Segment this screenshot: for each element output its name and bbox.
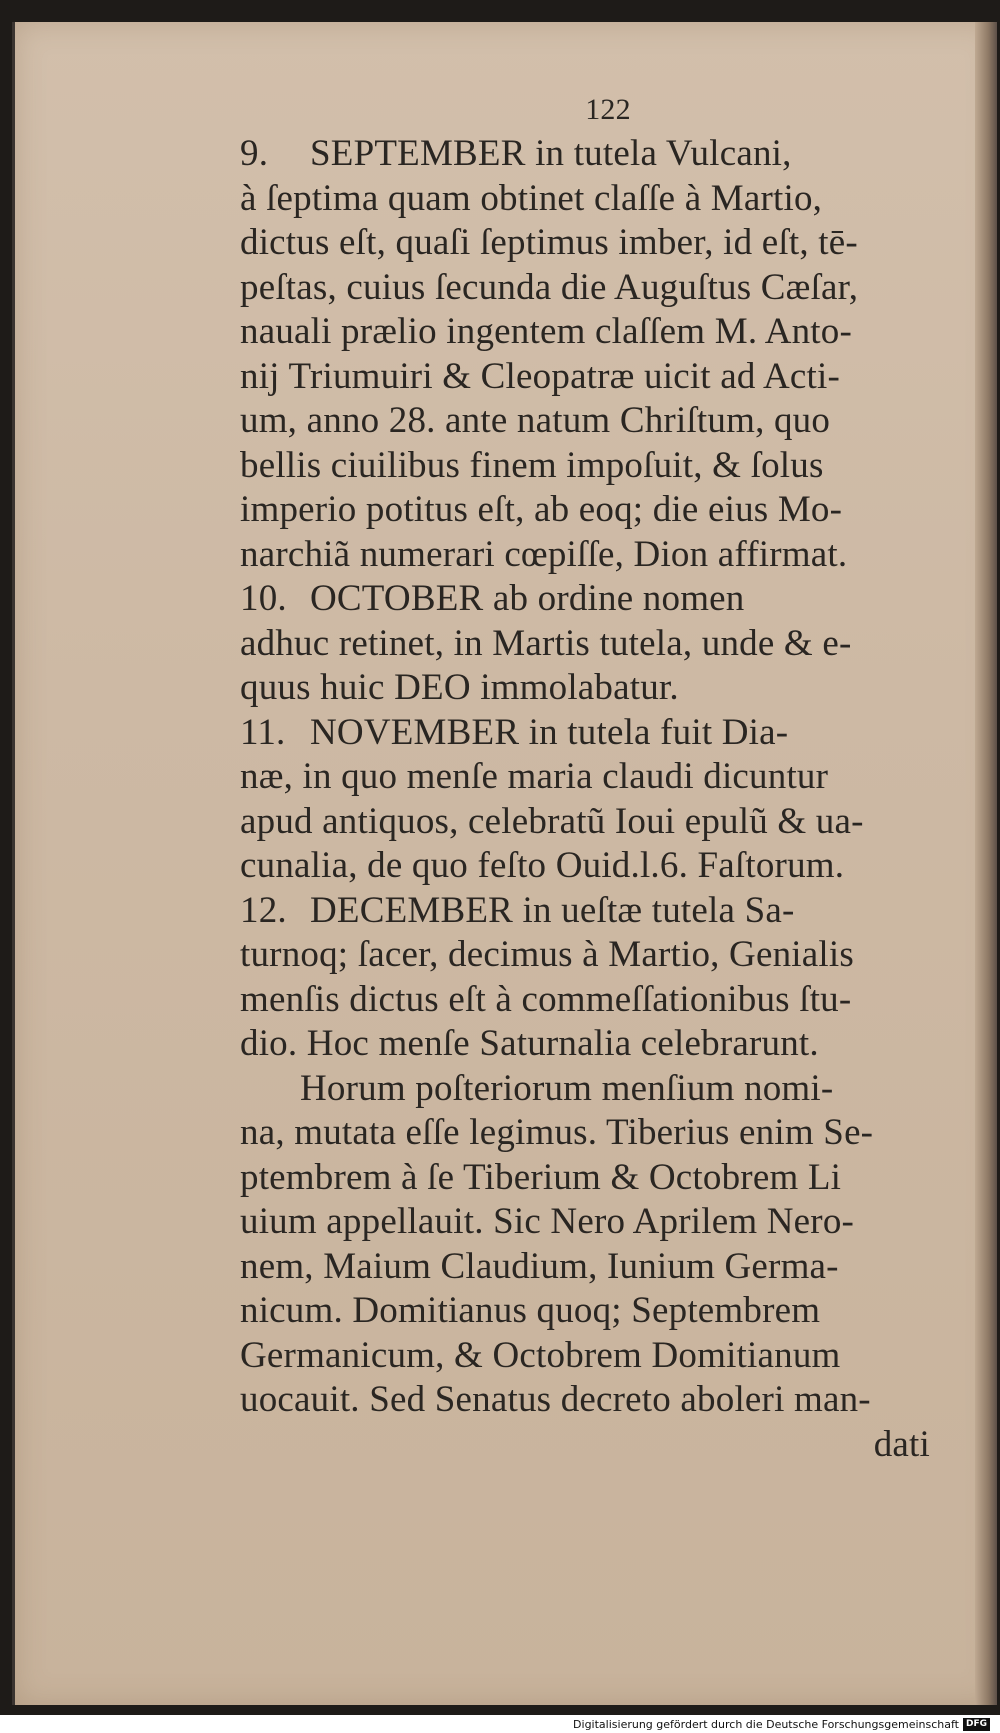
text-line [240,889,940,934]
text-line [240,1378,940,1423]
text-line [240,221,940,266]
text-line [240,488,940,533]
footer-text: Digitalisierung gefördert durch die Deutsche Forschungsgemeinschaft [573,1718,959,1731]
line-text: quus huic DEO immolabatur. [240,667,679,708]
page-number: 122 [585,93,631,126]
text-line [240,399,940,444]
text-line [240,1334,940,1379]
text-line [240,622,940,667]
section-number: 12. [240,889,287,931]
text-line [240,844,940,889]
line-text: turnoq; ſacer, decimus à Martio, Genialis [240,934,854,975]
text-line [240,1067,940,1112]
line-text: à ſeptima quam obtinet claſſe à Martio, [240,177,823,219]
text-line [240,266,940,311]
line-text: peſtas, cuius ſecunda die Auguſtus Cæſar, [240,266,859,308]
line-text: adhuc retinet, in Martis tutela, unde & e- [240,622,852,664]
text-line [240,755,940,800]
text-line [240,444,940,489]
section-number: 11. [240,711,286,753]
section-number: 9. [240,133,269,174]
line-text: nem, Maium Claudium, Iunium Germa- [240,1245,839,1287]
line-text: nauali prælio ingentem claſſem M. Anto- [240,311,853,352]
text-line [240,666,940,711]
text-line [240,1289,940,1334]
digitization-credit [573,1718,990,1731]
text-line [240,533,940,578]
line-text: SEPTEMBER in tutela Vulcani, [310,133,792,174]
text-line [240,1200,940,1245]
text-line [240,800,940,845]
text-line [240,711,940,756]
line-text: um, anno 28. ante natum Chriſtum, quo [240,400,831,441]
line-text: menſis dictus eſt à commeſſationibus ſtu- [240,978,852,1020]
text-line [240,177,940,222]
line-text: nicum. Domitianus quoq; Septembrem [240,1290,821,1331]
line-text: dio. Hoc menſe Saturnalia celebrarunt. [240,1023,819,1064]
line-text: Horum poſteriorum menſium nomi- [300,1067,834,1109]
text-line [240,355,940,400]
text-line [240,577,940,622]
catchword: dati [873,1423,930,1465]
line-text: apud antiquos, celebratũ Ioui epulũ & ua- [240,800,864,842]
text-line [240,978,940,1023]
text-line [240,1156,940,1201]
line-text: uocauit. Sed Senatus decreto aboleri man- [240,1379,871,1420]
text-lines [240,132,940,1423]
line-text: ptembrem à ſe Tiberium & Octobrem Li [240,1156,842,1198]
text-line [240,1245,940,1290]
line-text: na, mutata eſſe legimus. Tiberius enim Se- [240,1112,874,1153]
section-number: 10. [240,578,287,619]
line-text: narchiã numerari cœpiſſe, Dion affirmat. [240,533,848,575]
page-edge [975,22,997,1705]
line-text: næ, in quo menſe maria claudi dicuntur [240,756,829,797]
line-text: Germanicum, & Octobrem Domitianum [240,1334,841,1376]
text-line [240,132,940,177]
dfg-logo: DFG [963,1718,990,1731]
line-text: dictus eſt, quaſi ſeptimus imber, id eſt, tē- [240,222,858,263]
text-line [240,1111,940,1156]
page-text [240,90,940,1467]
line-text: cunalia, de quo feſto Ouid.l.6. Faſtorum. [240,845,845,886]
text-line [240,310,940,355]
text-line [240,1022,940,1067]
line-text: nij Triumuiri & Cleopatræ uicit ad Acti- [240,355,840,397]
line-text: DECEMBER in ueſtæ tutela Sa- [310,889,795,931]
line-text: OCTOBER ab ordine nomen [310,578,745,619]
line-text: uium appellauit. Sic Nero Aprilem Nero- [240,1201,855,1242]
line-text: bellis ciuilibus finem impoſuit, & ſolus [240,444,824,486]
line-text: imperio potitus eſt, ab eoq; die eius Mo- [240,489,843,530]
text-line [240,933,940,978]
line-text: NOVEMBER in tutela fuit Dia- [310,711,789,753]
